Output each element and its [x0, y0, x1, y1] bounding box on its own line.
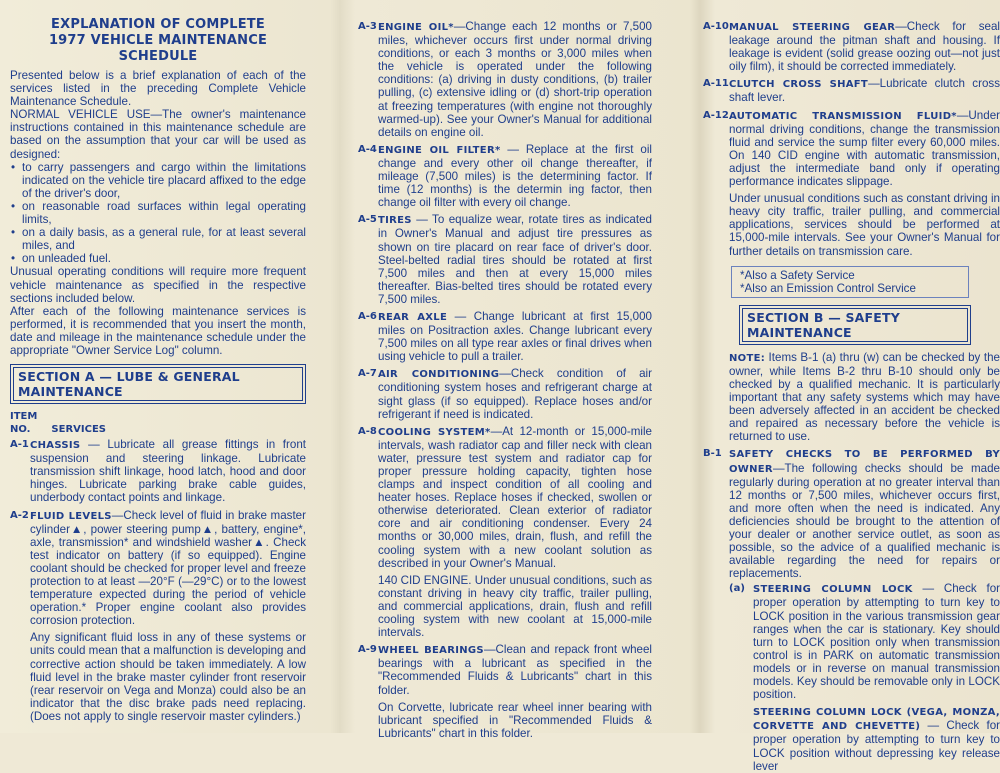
unusual-conditions-paragraph: Unusual operating conditions will require more frequent vehicle maintenance as specified in the respective sections included below. [10, 265, 306, 305]
item-a5-tires: A-5 TIRES — To equalize wear, rotate tires as indicated in Owner's Manual and adjust tire pressures as shown on tire placard on rear face of driver's door. Steel-belted radial tires should be rotated at first 7,500 miles and then at every 15,000 miles thereafter. Bias-belted tires should be rotated every 7,500 miles. [358, 213, 652, 306]
item-a2-fluid-levels: A-2 FLUID LEVELS—Check level of fluid in brake master cylinder▲, power steering pump▲, battery, engine*, axle, transmission* and windshield washer▲. Check test indicator on battery (if so equipped). Engine coolant should be checked for proper level and freeze protection to at least —20°F (—29°C) or to the lowest temperature expected during the period of vehicle operation.* Proper engine coolant also provides corrosion protection. Any significant fluid loss in any of these systems or units could mean that a malfunction is developing and corrective action should be taken immediately. A low fluid level in the brake master cylinder front reservoir (rear reservoir on Vega and Monza) could also be an indicator that the disc brake pads need replacing. (Does not apply to single reservoir master cylinders.) [10, 508, 306, 723]
item-a1-chassis: A-1 CHASSIS — Lubricate all grease fittings in front suspension and steering linkage. Lubricate transmission shift linkage, hood latch, hood and door hinges. Lubricate parking brake cable guides, underbody contact points and linkage. [10, 438, 306, 505]
item-a4-engine-oil-filter: A-4 ENGINE OIL FILTER* — Replace at the first oil change and every other oil change thereafter, if mileage (7,500 miles) is the determining factor. If time (12 months) is the determin ing factor, then change oil filter with every oil change. [358, 142, 652, 210]
table-header-item: ITEM [10, 411, 38, 423]
item-a6-rear-axle: A-6 REAR AXLE — Change lubricant at first 15,000 miles on Positraction axles. Change lubricant every 7,500 miles on all type rear axles or final drives when using vehicle to pull a trailer. [358, 309, 652, 364]
item-a11-clutch-cross-shaft: A-11 CLUTCH CROSS SHAFT—Lubricate clutch cross shaft lever. [703, 77, 1000, 105]
item-a12-automatic-transmission-fluid: A-12 AUTOMATIC TRANSMISSION FLUID*—Under normal driving conditions, change the transmission fluid and service the sump filter every 60,000 miles. On 140 CID engine with automatic transmission, adjust the intermediate band only if operating performance indicates slippage. Under unusual conditions such as constant driving in heavy city traffic, trailer pulling, and commercial applications, services should be performed at 15,000-mile intervals. See your Owner's Manual for further details on transmission care. [703, 108, 1000, 258]
intro-paragraph: Presented below is a brief explanation of each of the services listed in the preceding Complete Vehicle Maintenance Schedule. [10, 69, 306, 109]
item-heading: COOLING SYSTEM* [378, 426, 491, 438]
list-item: • on unleaded fuel. [11, 252, 111, 266]
section-b-heading: SECTION B — SAFETY MAINTENANCE [739, 305, 971, 345]
normal-use-paragraph: NORMAL VEHICLE USE—The owner's maintenance instructions contained in this maintenance schedule are based on the assumption that your car will be used as designed: [10, 108, 306, 161]
note-paragraph: NOTE: Items B-1 (a) thru (w) can be checked by the owner, while Items B-2 thru B-10 should only be checked by a qualified mechanic. It is particularly important that any safety systems which may have been adversely affected in an accident be checked and repaired as necessary before the vehicle is returned to use. [729, 350, 1000, 444]
item-heading: ENGINE OIL FILTER* [378, 144, 501, 156]
item-heading: MANUAL STEERING GEAR [729, 22, 896, 33]
item-heading: FLUID LEVELS [30, 510, 112, 522]
page-title [10, 17, 306, 65]
sub-item-steering-column-lock: (a) STEERING COLUMN LOCK — Check for proper operation by attempting to turn key to LOCK position in the various transmission gear ranges when the car is stationary. Key should turn to LOCK position only when transmission control is in PARK on automatic transmission models or in reverse on manual transmission models. Key should be removable only in LOCK position. STEERING COLUMN LOCK (VEGA, MONZA, CORVETTE AND CHEVETTE) — Check for proper operation by attempting to turn key to LOCK position without depressing key release lever [729, 582, 1000, 773]
item-b1-owner-safety-checks: B-1 SAFETY CHECKS TO BE PERFORMED BY OWNER—The following checks should be made regularly during operation at no greater interval than 12 months or 7,500 miles, whichever occurs first, and more often when the need is indicated. Any deficiencies should be brought to the attention of your dealer or another service outlet, as soon as possible, so the advice of a qualified mechanic is available regarding the need for repairs or replacements. (a) STEERING COLUMN LOCK — Check for proper operation by attempting to turn key to LOCK position in the various transmission gear ranges when the car is stationary. Key should turn to LOCK position only when transmission control is in PARK on automatic transmission models or in reverse on manual transmission models. Key should be removable only in LOCK position. STEERING COLUMN LOCK (VEGA, MONZA, CORVETTE AND CHEVETTE) — Check for proper operation by attempting to turn key to LOCK position without depressing key release lever [703, 448, 1000, 773]
item-a7-air-conditioning: A-7 AIR CONDITIONING—Check condition of air conditioning system hoses and refrigerant charge at sight glass (if so equipped). Replace hoses and/or refrigerant if need is indicated. [358, 367, 652, 421]
usage-list [10, 161, 306, 266]
item-a8-cooling-system: A-8 COOLING SYSTEM*—At 12-month or 15,000-mile intervals, wash radiator cap and filler neck with clean water, pressure test system and radiator cap for proper pressure holding capacity, tighten hose clamps and inspect condition of all cooling and heater hoses. Replace hoses if checked, swollen or otherwise deteriorated. Clean exterior of radiator core and air conditioning condenser. Every 24 months or 30,000 miles, drain, flush, and refill the cooling system with a new coolant solution as described in your Owner's Manual. 140 CID ENGINE. Under unusual conditions, such as constant driving in heavy city traffic, trailer pulling, and commercial applications, drain, flush and refill cooling system with new coolant at 15,000-mile intervals. [358, 424, 652, 640]
section-a-heading: SECTION A — LUBE & GENERAL MAINTENANCE [10, 364, 306, 404]
item-a9-wheel-bearings: A-9 WHEEL BEARINGS—Clean and repack front wheel bearings with a lubricant as specified in the "Recommended Fluids & Lubricants" chart in this folder. On Corvette, lubricate rear wheel inner bearing with lubricant specified in "Recommended Fluids & Lubricants" chart in this folder. [358, 643, 653, 740]
item-heading: STEERING COLUMN LOCK [753, 584, 913, 596]
table-header-services: SERVICES [51, 424, 106, 436]
item-heading: WHEEL BEARINGS [378, 645, 484, 657]
table-header-no: NO. [10, 424, 31, 436]
footnote-emission: *Also an Emission Control Service [740, 281, 916, 295]
title-line-2: 1977 VEHICLE MAINTENANCE SCHEDULE [48, 33, 268, 64]
item-heading: TIRES [378, 215, 412, 227]
list-item: • on a daily basis, as a general rule, for at least several miles, and [11, 226, 306, 253]
item-heading: AIR CONDITIONING [378, 369, 500, 381]
item-a10-manual-steering-gear: A-10 MANUAL STEERING GEAR—Check for seal leakage around the pitman shaft and housing. If leakage is evident (solid grease oozing out—not just oily film), it should be corrected immediately. [703, 20, 1000, 74]
item-heading: ENGINE OIL* [378, 22, 454, 33]
item-heading: REAR AXLE [378, 311, 448, 323]
item-heading: CHASSIS [30, 440, 81, 452]
item-heading: AUTOMATIC TRANSMISSION FLUID* [729, 110, 957, 122]
item-a3-engine-oil: A-3 ENGINE OIL*—Change each 12 months or 7,500 miles, whichever occurs first under normal driving conditions, or each 3 months or 3,000 miles when the vehicle is operated under the following conditions: (a) driving in dusty conditions, (b) trailer pulling, (c) extensive idling or (d) short-trip operation at freezing temperatures (with engine not thoroughly warmed-up). See your Owner's Manual for additional details on engine oil. [358, 20, 652, 139]
footnote-safety: *Also a Safety Service [740, 268, 855, 282]
note-label: NOTE: [729, 352, 766, 364]
column-right [703, 0, 1000, 773]
footnote-box [731, 266, 969, 298]
list-item: • to carry passengers and cargo within the limitations indicated on the vehicle tire placard affixed to the edge of the driver's door, [11, 160, 306, 200]
column-left [10, 0, 306, 733]
item-heading: STEERING COLUMN LOCK (VEGA, MONZA, CORVETTE AND CHEVETTE) [753, 707, 1000, 733]
column-middle [358, 0, 652, 753]
item-heading: CLUTCH CROSS SHAFT [729, 79, 869, 91]
item-heading: SAFETY CHECKS TO BE PERFORMED BY OWNER [729, 449, 1000, 475]
list-item: • on reasonable road surfaces within legal operating limits, [11, 199, 306, 227]
title-line-1: EXPLANATION OF COMPLETE [51, 17, 265, 32]
table-header-row [10, 423, 306, 436]
after-each-paragraph: After each of the following maintenance services is performed, it is recommended that you insert the month, date and mileage in the maintenance schedule under the appropriate "Owner Service Log" column. [10, 304, 306, 357]
